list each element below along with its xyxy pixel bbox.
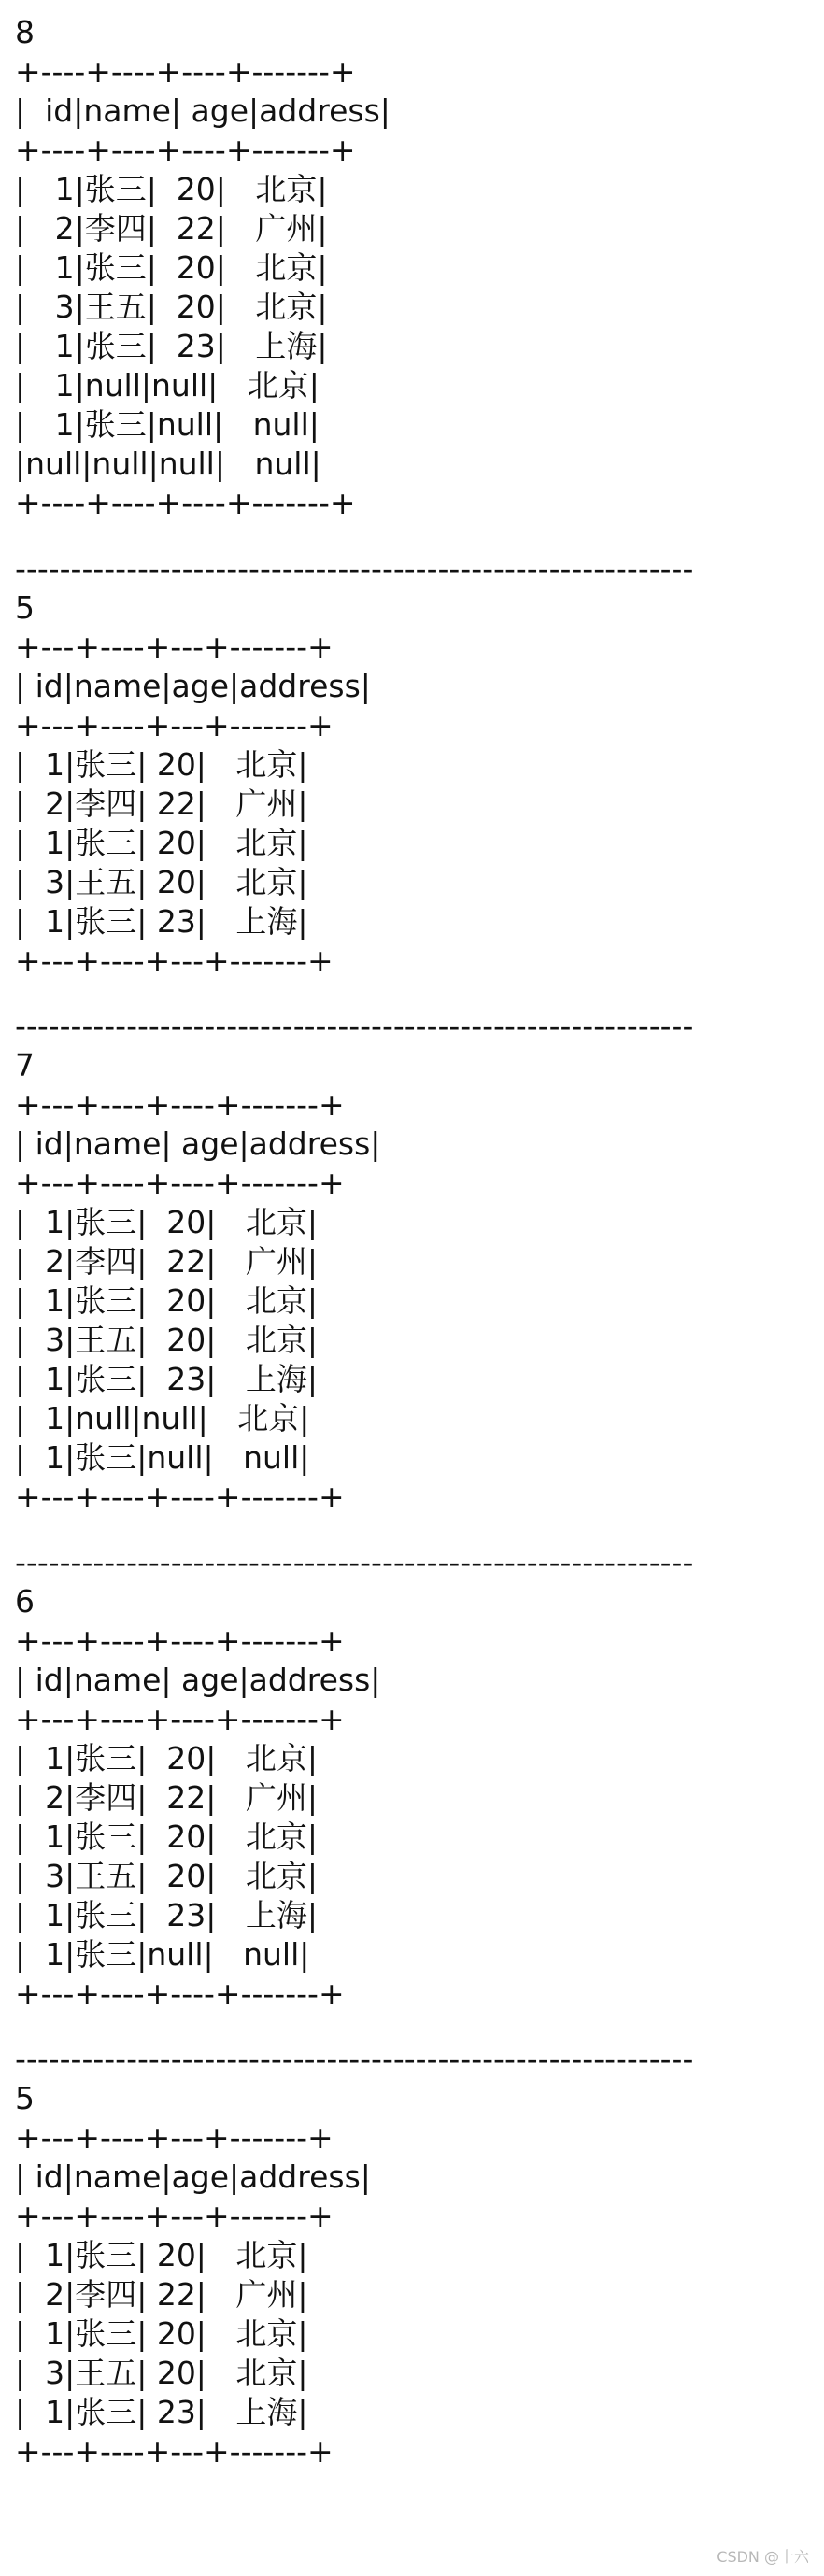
table-row: | 1|张三| 20| 北京| <box>15 746 308 783</box>
table-border-bottom: +---+----+----+-------+ <box>15 1975 345 2012</box>
table-header-row: | id|name| age|address| <box>15 1125 381 1162</box>
result-block <box>15 2079 809 2471</box>
table-row: | 1|张三| 20| 北京| <box>15 825 308 861</box>
table-row: | 1|张三| 20| 北京| <box>15 1819 319 1855</box>
table-row: | 1|张三| 20| 北京| <box>15 249 328 286</box>
watermark: CSDN @十六 <box>717 2548 809 2566</box>
table-border-bottom: +---+----+---+-------+ <box>15 2433 334 2470</box>
row-count: 5 <box>15 2080 35 2116</box>
table-row: | 3|王五| 20| 北京| <box>15 289 328 325</box>
spacer <box>15 1517 809 1543</box>
table-row: | 1|张三| 23| 上海| <box>15 2394 308 2430</box>
table-row: | 1|张三| 20| 北京| <box>15 1282 319 1319</box>
table-row: | 2|李四| 22| 广州| <box>15 2276 308 2313</box>
table-row: | 3|王五| 20| 北京| <box>15 864 308 900</box>
table-header-row: | id|name|age|address| <box>15 668 371 704</box>
table-border-mid: +----+----+----+-------+ <box>15 132 356 168</box>
table-border-mid: +---+----+---+-------+ <box>15 2198 334 2234</box>
table-border-mid: +---+----+----+-------+ <box>15 1165 345 1201</box>
table-row: | 1|张三| 20| 北京| <box>15 171 328 207</box>
table-row: | 3|王五| 20| 北京| <box>15 1858 319 1894</box>
table-border-top: +----+----+----+-------+ <box>15 53 356 90</box>
table-row: | 1|张三| 23| 上海| <box>15 903 308 940</box>
result-block <box>15 1046 809 1517</box>
table-row: | 2|李四| 22| 广州| <box>15 1243 319 1280</box>
table-row: | 1|张三| 23| 上海| <box>15 1361 319 1397</box>
table-row: | 1|张三| 20| 北京| <box>15 2237 308 2273</box>
separator-line: ------------------------------------------------------------- <box>15 550 694 587</box>
table-border-top: +---+----+----+-------+ <box>15 1622 345 1659</box>
console-output <box>15 13 809 2471</box>
separator-line: ------------------------------------------------------------- <box>15 1544 694 1580</box>
table-row: | 2|李四| 22| 广州| <box>15 210 328 247</box>
separator-line: ------------------------------------------------------------- <box>15 2041 694 2077</box>
table-border-top: +---+----+---+-------+ <box>15 629 334 665</box>
table-header-row: | id|name|age|address| <box>15 2158 371 2195</box>
table-row: | 1|张三| 23| 上海| <box>15 328 328 364</box>
table-row: | 1|张三| 20| 北京| <box>15 1740 319 1776</box>
result-block <box>15 1582 809 2014</box>
table-border-top: +---+----+---+-------+ <box>15 2119 334 2156</box>
table-row: | 2|李四| 22| 广州| <box>15 1779 319 1816</box>
spacer <box>15 523 809 549</box>
table-border-bottom: +----+----+----+-------+ <box>15 485 356 521</box>
result-block <box>15 588 809 981</box>
table-border-bottom: +---+----+---+-------+ <box>15 942 334 979</box>
table-row: | 1|张三|null| null| <box>15 1936 310 1973</box>
row-count: 8 <box>15 14 35 50</box>
table-row: | 3|王五| 20| 北京| <box>15 2355 308 2391</box>
row-count: 7 <box>15 1047 35 1083</box>
spacer <box>15 2014 809 2040</box>
table-header-row: | id|name| age|address| <box>15 1662 381 1698</box>
table-row: | 1|张三| 20| 北京| <box>15 2315 308 2352</box>
table-row: | 1|张三| 20| 北京| <box>15 1204 319 1240</box>
table-border-mid: +---+----+---+-------+ <box>15 707 334 743</box>
table-border-bottom: +---+----+----+-------+ <box>15 1479 345 1515</box>
table-row: | 1|张三|null| null| <box>15 1439 310 1476</box>
result-block <box>15 13 809 523</box>
table-row: | 3|王五| 20| 北京| <box>15 1322 319 1358</box>
table-row: | 2|李四| 22| 广州| <box>15 786 308 822</box>
table-row: |null|null|null| null| <box>15 446 321 482</box>
separator-line: ------------------------------------------------------------- <box>15 1008 694 1044</box>
row-count: 5 <box>15 589 35 626</box>
table-row: | 1|null|null| 北京| <box>15 367 320 403</box>
row-count: 6 <box>15 1583 35 1620</box>
table-row: | 1|张三|null| null| <box>15 406 320 443</box>
table-border-mid: +---+----+----+-------+ <box>15 1701 345 1737</box>
table-row: | 1|张三| 23| 上海| <box>15 1897 319 1933</box>
spacer <box>15 981 809 1007</box>
table-border-top: +---+----+----+-------+ <box>15 1086 345 1123</box>
table-row: | 1|null|null| 北京| <box>15 1400 310 1437</box>
table-header-row: | id|name| age|address| <box>15 92 391 129</box>
